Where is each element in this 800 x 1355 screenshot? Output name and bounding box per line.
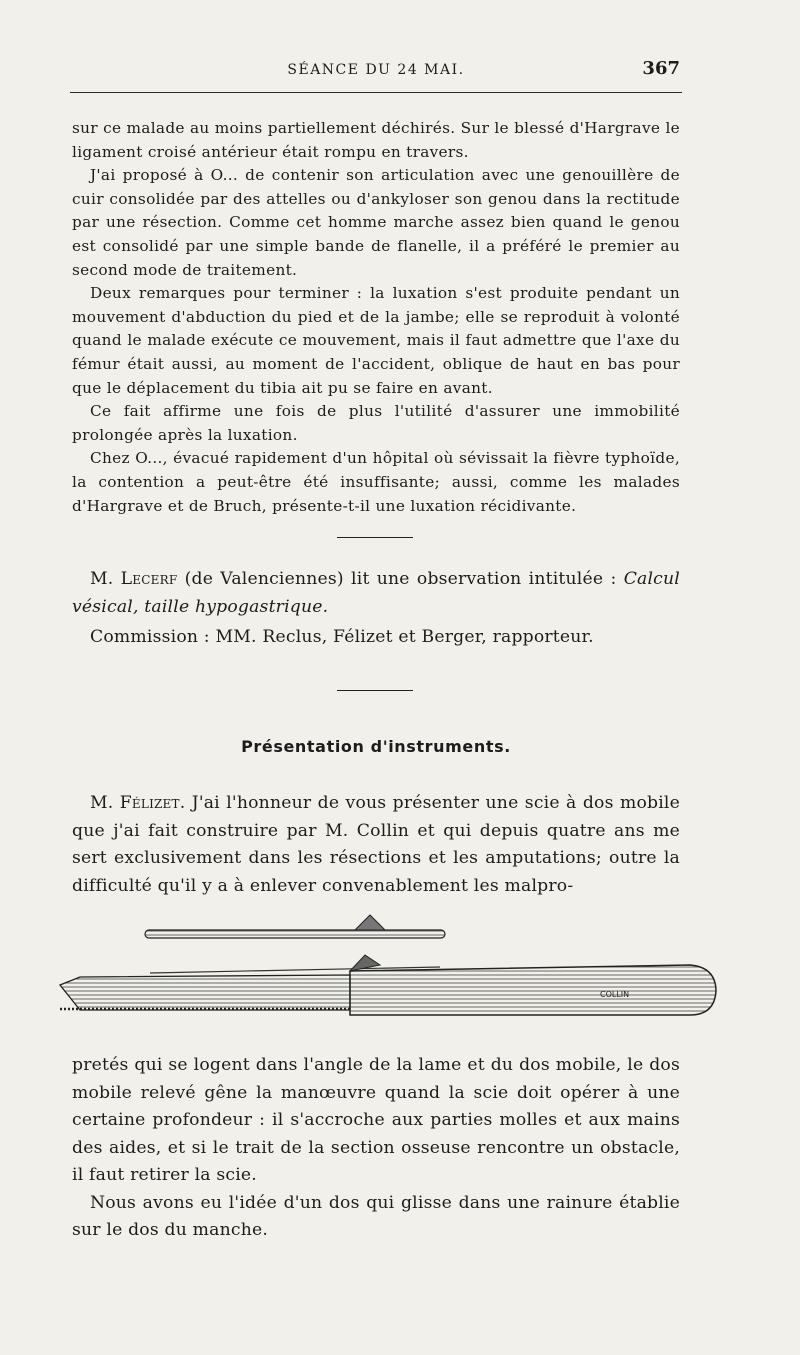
paragraph: sur ce malade au moins partiellement déchirés. Sur le blessé d'Hargrave le ligament croisé antérieur était rompu en travers. [72,119,680,161]
paragraph: Deux remarques pour terminer : la luxation s'est produite pendant un mouvement d'abduction du pied et de la jambe; elle se reproduit à volonté quand le malade exécute ce mouvement, mais il faut admettre que l'axe du fémur était aussi, au moment de l'accident, oblique de haut en bas pour que le déplacement du tibia ait pu se faire en avant. [72,284,680,397]
communication-title: Calcul vésical, taille hypogastrique. [72,569,680,617]
page-header [70,58,682,93]
running-head: SÉANCE DU 24 MAI. [287,62,465,78]
maker-engraving: COLLIN [600,990,630,999]
mobile-back-piece [145,915,445,938]
section-heading: Présentation d'instruments. [241,737,511,756]
communication-text: J'ai l'honneur de vous présenter une scie à dos mobile que j'ai fait construire par M. Collin et qui depuis quatre ans me sert exclusivement dans les résections et les amputations; outre la difficulté qu'il y a à enlever convenablement les malpro- [72,793,680,896]
lecerf-communication [72,566,680,652]
separator-rule [337,690,413,691]
body-text-top [72,117,680,518]
communication-text: (de Valenciennes) lit une observation intitulée : [177,569,624,589]
saw-body [60,955,716,1015]
speaker-name: M. Félizet. [90,793,186,813]
paragraph: Chez O..., évacué rapidement d'un hôpital où sévissait la fièvre typhoïde, la contention a peut-être été insuffisante; aussi, comme les malades d'Hargrave et de Bruch, présente-t-il une luxation récidivante. [72,449,680,515]
paragraph: Ce fait affirme une fois de plus l'utilité d'assurer une immobilité prolongée après la luxation. [72,402,680,444]
saw-illustration [40,905,730,1045]
felizet-communication [72,790,680,900]
page-number: 367 [642,58,680,79]
speaker-name: M. Lecerf [90,569,178,589]
separator-rule [337,537,413,538]
commission-line: Commission : MM. Reclus, Félizet et Berger, rapporteur. [90,627,594,647]
paragraph: pretés qui se logent dans l'angle de la lame et du dos mobile, le dos mobile relevé gêne la manœuvre quand la scie doit opérer à une certaine profondeur : il s'accroche aux parties molles et aux mains des aides, et si le trait de la section osseuse rencontre un obstacle, il faut retirer la scie. [72,1055,680,1185]
paragraph: Nous avons eu l'idée d'un dos qui glisse dans une rainure établie sur le dos du manche. [72,1192,680,1240]
paragraph: J'ai proposé à O... de contenir son articulation avec une genouillère de cuir consolidée par des attelles ou d'ankyloser son genou dans la rectitude par une résection. Comme cet homme marche assez bien quand le genou est consolidé par une simple bande de flanelle, il a préféré le premier au second mode de traitement. [72,166,680,279]
body-text-bottom [72,1052,680,1245]
